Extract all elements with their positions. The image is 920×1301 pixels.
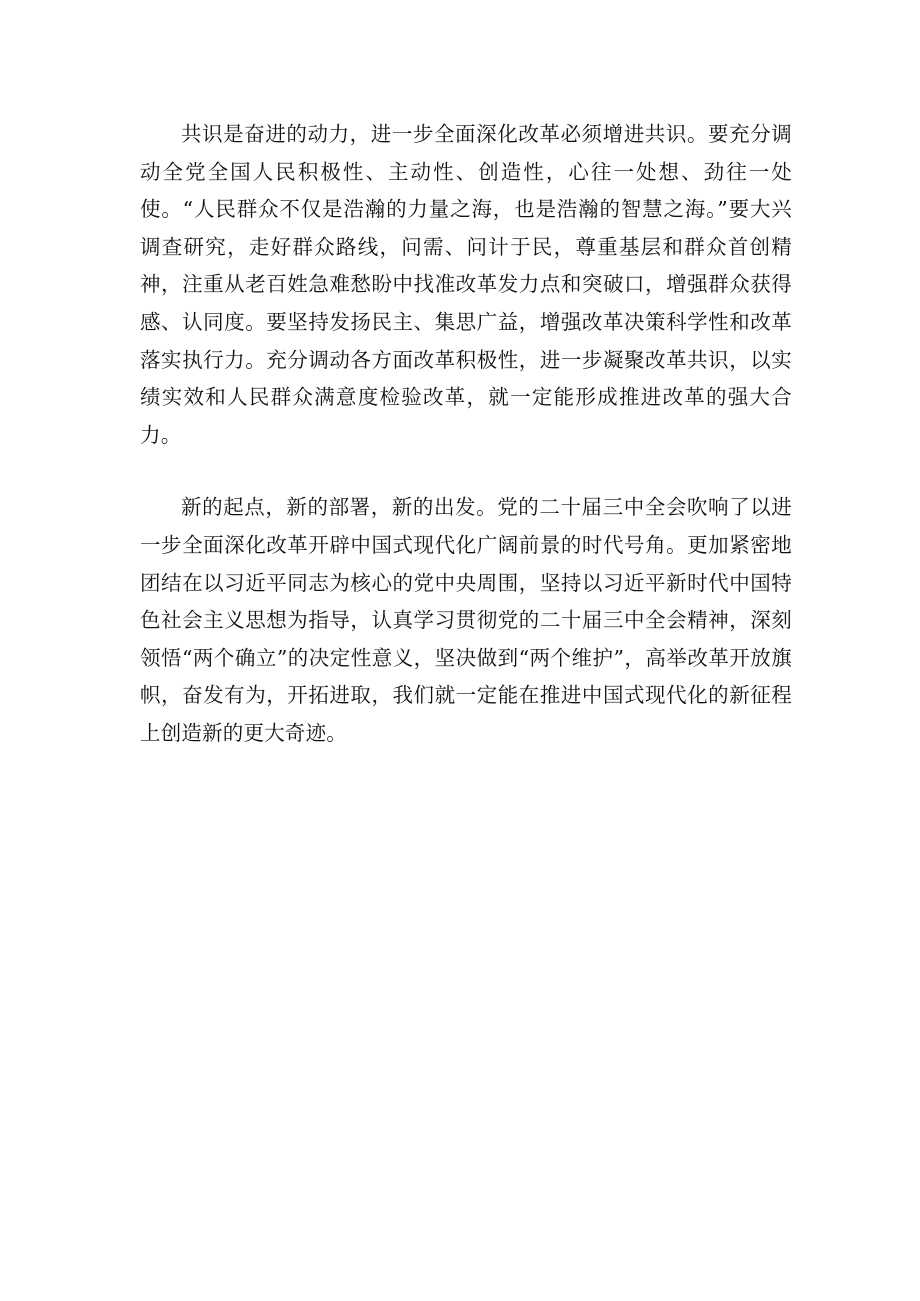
paragraph-consensus: 共识是奋进的动力，进一步全面深化改革必须增进共识。要充分调动全党全国人民积极性、主动性、创造性，心往一处想、劲往一处使。“人民群众不仅是浩瀚的力量之海，也是浩瀚的智慧之海。”要大兴调查研究，走好群众路线，问需、问计于民，尊重基层和群众首创精神，注重从老百姓急难愁盼中找准改革发力点和突破口，增强群众获得感、认同度。要坚持发扬民主、集思广益，增强改革决策科学性和改革落实执行力。充分调动各方面改革积极性，进一步凝聚改革共识，以实绩实效和人民群众满意度检验改革，就一定能形成推进改革的强大合力。 <box>140 122 792 447</box>
document-body <box>140 116 792 753</box>
paragraph-new-starting-point: 新的起点，新的部署，新的出发。党的二十届三中全会吹响了以进一步全面深化改革开辟中国式现代化广阔前景的时代号角。更加紧密地团结在以习近平同志为核心的党中央周围，坚持以习近平新时代中国特色社会主义思想为指导，认真学习贯彻党的二十届三中全会精神，深刻领悟“两个确立”的决定性意义，坚决做到“两个维护”，高举改革开放旗帜，奋发有为，开拓进取，我们就一定能在推进中国式现代化的新征程上创造新的更大奇迹。 <box>140 495 792 745</box>
